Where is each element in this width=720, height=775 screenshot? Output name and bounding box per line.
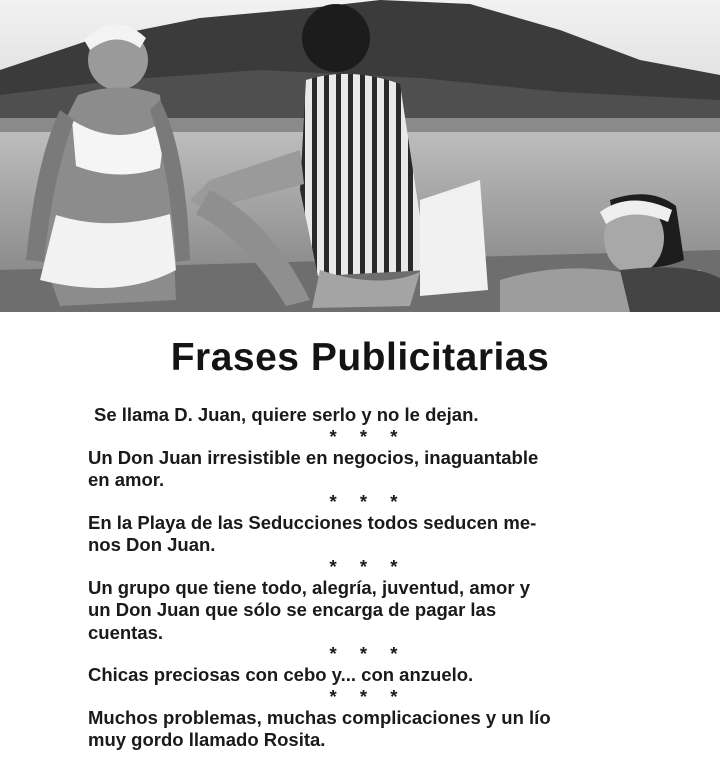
phrase-line: nos Don Juan. [88, 534, 216, 555]
ad-phrases [88, 404, 620, 752]
phrase-5 [88, 664, 620, 687]
beach-photo [0, 0, 720, 312]
separator: * * * [329, 555, 407, 577]
phrase-line: Un Don Juan irresistible en negocios, inaguantable [88, 446, 539, 468]
phrase-6 [88, 707, 620, 752]
separator: * * * [329, 425, 407, 447]
phrase-3 [88, 512, 620, 557]
phrase-line: en amor. [88, 469, 165, 490]
separator: * * * [329, 643, 407, 664]
phrase-line: cuentas. [88, 621, 164, 643]
separator: * * * [329, 490, 407, 512]
phrase-line: muy gordo llamado Rosita. [88, 729, 326, 750]
phrase-2 [88, 447, 620, 492]
phrase-1 [94, 404, 620, 427]
phrase-line: Muchos problemas, muchas complicaciones y un lío [88, 706, 551, 728]
separator: * * * [329, 685, 407, 707]
phrase-line: Se llama D. Juan, quiere serlo y no le dejan. [94, 404, 479, 425]
phrase-line: En la Playa de las Seducciones todos seducen me- [88, 511, 537, 533]
beach-photo-icon [0, 0, 720, 312]
phrase-line: Un grupo que tiene todo, alegría, juventud, amor y [88, 576, 530, 598]
phrase-line: Chicas preciosas con cebo y... con anzuelo. [88, 664, 474, 685]
page-title: Frases Publicitarias [170, 336, 550, 379]
phrase-4 [88, 577, 620, 645]
phrase-line: un Don Juan que sólo se encarga de pagar las [88, 599, 497, 620]
